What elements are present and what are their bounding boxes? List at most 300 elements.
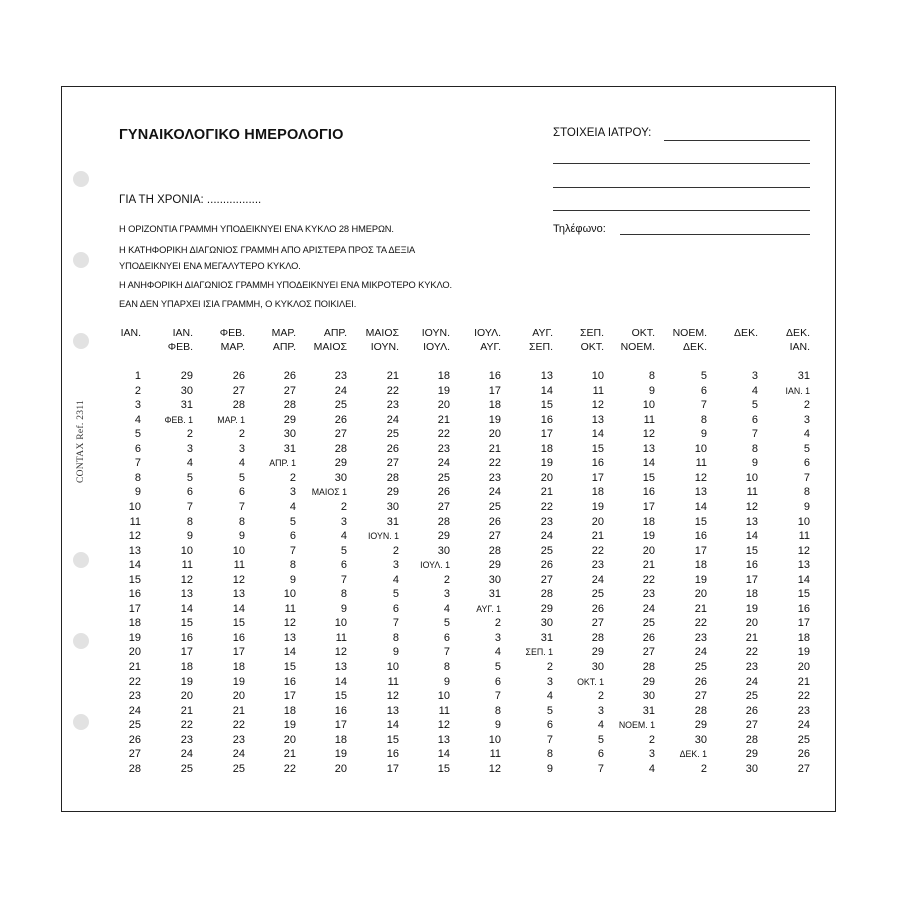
table-cell: 6 [289, 530, 296, 543]
table-cell: 11 [387, 675, 399, 688]
table-cell: 4 [443, 602, 450, 615]
table-cell: 9 [186, 530, 193, 543]
table-cell: 8 [238, 515, 245, 528]
table-cell: 13 [128, 544, 141, 557]
table-cell: 24 [591, 573, 604, 586]
table-cell: 29 [283, 413, 296, 426]
note-line: Η ΚΑΤΗΦΟΡΙΚΗ ΔΙΑΓΩΝΙΟΣ ΓΡΑΜΜΗ ΑΠΟ ΑΡΙΣΤΕΡΑ ΠΡΟΣ ΤΑ ΔΕΞΙΑ [119, 245, 416, 255]
table-cell: 23 [591, 559, 604, 572]
column-header-line2: ΜΑΡ. [220, 341, 245, 353]
table-cell: 3 [134, 399, 141, 412]
doctor-field-line[interactable] [553, 187, 810, 188]
table-cell: 13 [334, 661, 347, 673]
table-cell: 10 [386, 661, 399, 673]
table-cell: 28 [334, 442, 347, 455]
table-cell: 2 [546, 661, 553, 673]
table-cell: 16 [797, 602, 810, 615]
table-cell: 25 [488, 500, 501, 513]
table-cell: 15 [797, 588, 810, 601]
table-cell: ΝΟΕΜ. 1 [618, 720, 655, 731]
table-cell: 24 [386, 413, 399, 426]
table-cell: 30 [386, 500, 399, 513]
doctor-label: ΣΤΟΙΧΕΙΑ ΙΑΤΡΟΥ: [553, 127, 652, 139]
table-cell: 29 [180, 370, 193, 382]
table-cell: ΜΑΙΟΣ 1 [311, 487, 347, 498]
table-cell: 14 [128, 559, 141, 572]
table-cell: 12 [437, 719, 450, 732]
table-cell: 25 [540, 544, 553, 557]
table-cell: 8 [134, 471, 141, 484]
table-cell: 29 [488, 559, 501, 572]
table-cell: 17 [694, 544, 707, 557]
table-cell: 30 [694, 733, 707, 746]
column-header-line1: ΙΑΝ. [120, 327, 141, 339]
table-cell: 3 [289, 486, 296, 499]
table-cell: 25 [128, 719, 141, 732]
column-header [621, 326, 655, 354]
table-cell: 28 [694, 704, 707, 717]
table-cell: 19 [128, 631, 141, 644]
table-cell: 6 [443, 631, 450, 644]
table-cell: 8 [700, 413, 707, 426]
table-cell: 11 [284, 602, 296, 615]
phone-field-line[interactable] [620, 234, 810, 235]
table-cell: 13 [642, 442, 655, 455]
table-cell: 4 [494, 646, 501, 659]
doctor-field-line[interactable] [553, 210, 810, 211]
table-cell: 20 [334, 762, 347, 775]
table-cell: 9 [494, 719, 501, 732]
table-cell: 3 [392, 559, 399, 572]
table-cell: 13 [283, 631, 296, 644]
column-header-line1: ΜΑΡ. [271, 327, 296, 339]
table-cell: 18 [232, 661, 245, 673]
table-cell: 19 [540, 457, 553, 470]
table-cell: 24 [232, 748, 245, 761]
table-cell: 12 [232, 573, 245, 586]
table-cell: 26 [642, 631, 655, 644]
table-cell: 13 [437, 733, 450, 746]
table-cell: 20 [745, 617, 758, 630]
column-header-line2: ΑΥΓ. [480, 341, 501, 353]
table-cell: 20 [797, 661, 810, 673]
table-cell: 30 [642, 690, 655, 703]
table-cell: 2 [392, 544, 399, 557]
table-cell: 7 [494, 690, 501, 703]
table-cell: 5 [494, 661, 501, 673]
table-cell: 22 [180, 719, 193, 732]
table-cell: 17 [745, 573, 758, 586]
table-cell: 4 [597, 719, 604, 732]
table-cell: 10 [745, 471, 758, 484]
table-cell: 17 [386, 762, 399, 775]
table-cell: 17 [540, 428, 553, 441]
table-cell: 20 [283, 733, 296, 746]
table-cell: 29 [540, 602, 553, 615]
table-cell: 27 [797, 762, 810, 775]
column-header [529, 326, 553, 354]
table-cell: 31 [540, 631, 553, 644]
year-field[interactable]: ΓΙΑ ΤΗ ΧΡΟΝΙΑ: ................. [119, 194, 262, 206]
column-header-line1: ΝΟΕΜ. [672, 327, 707, 339]
table-cell: 30 [334, 471, 347, 484]
table-cell: 17 [488, 384, 501, 397]
table-cell: 22 [591, 544, 604, 557]
table-cell: 16 [488, 370, 501, 382]
table-cell: 6 [494, 675, 501, 688]
table-cell: 21 [540, 486, 553, 499]
table-cell: 26 [591, 602, 604, 615]
note-line: Η ΑΝΗΦΟΡΙΚΗ ΔΙΑΓΩΝΙΟΣ ΓΡΑΜΜΗ ΥΠΟΔΕΙΚΝΥΕΙ ΕΝΑ ΜΙΚΡΟΤΕΡΟ ΚΥΚΛΟ. [119, 280, 453, 290]
table-cell: 7 [238, 500, 245, 513]
table-cell: 7 [186, 500, 193, 513]
table-cell: 24 [642, 602, 655, 615]
table-cell: 10 [437, 690, 450, 703]
column-header-line1: ΙΟΥΝ. [421, 327, 450, 339]
doctor-field-line[interactable] [553, 163, 810, 164]
table-cell: 31 [283, 442, 296, 455]
table-cell: ΦΕΒ. 1 [164, 414, 193, 425]
table-cell: 29 [437, 530, 450, 543]
table-cell: 8 [494, 704, 501, 717]
table-cell: 9 [546, 762, 553, 775]
table-cell: 11 [489, 748, 501, 761]
table-cell: 3 [803, 413, 810, 426]
column-header [220, 326, 245, 354]
table-cell: 24 [180, 748, 193, 761]
table-cell: 18 [642, 515, 655, 528]
table-cell: 31 [642, 704, 655, 717]
table-cell: 2 [700, 762, 707, 775]
table-cell: 21 [797, 675, 810, 688]
table-cell: 18 [488, 399, 501, 412]
table-cell: 16 [591, 457, 604, 470]
table-cell: ΣΕΠ. 1 [525, 647, 553, 658]
table-cell: 5 [340, 544, 347, 557]
table-cell: 24 [488, 486, 501, 499]
table-cell: 21 [745, 631, 758, 644]
doctor-field-line[interactable] [664, 140, 810, 141]
table-cell: 30 [745, 762, 758, 775]
table-cell: 14 [334, 675, 347, 688]
table-cell: 5 [700, 370, 707, 382]
table-cell: 28 [591, 631, 604, 644]
note-line: ΕΑΝ ΔΕΝ ΥΠΑΡΧΕΙ ΙΣΙΑ ΓΡΑΜΜΗ, Ο ΚΥΚΛΟΣ ΠΟΙΚΙΛΕΙ. [119, 299, 357, 309]
table-cell: 13 [386, 704, 399, 717]
table-cell: 10 [694, 442, 707, 455]
table-cell: 22 [694, 617, 707, 630]
table-cell: 31 [797, 370, 810, 382]
table-cell: 4 [238, 457, 245, 470]
table-cell: 22 [745, 646, 758, 659]
table-cell: 28 [488, 544, 501, 557]
table-cell: 22 [642, 573, 655, 586]
table-cell: 5 [597, 733, 604, 746]
table-cell: 6 [134, 442, 141, 455]
table-cell: 22 [232, 719, 245, 732]
table-cell: 6 [751, 413, 758, 426]
table-cell: 2 [803, 399, 810, 412]
table-cell: 19 [642, 530, 655, 543]
table-cell: 12 [642, 428, 655, 441]
column-header-line1: ΟΚΤ. [631, 327, 655, 339]
table-cell: 6 [546, 719, 553, 732]
column-header-line1: ΑΠΡ. [323, 327, 347, 339]
table-cell: 25 [334, 399, 347, 412]
table-cell: 27 [694, 690, 707, 703]
table-cell: 23 [797, 704, 810, 717]
table-cell: 8 [186, 515, 193, 528]
table-cell: 13 [694, 486, 707, 499]
table-cell: 12 [745, 500, 758, 513]
table-cell: 5 [289, 515, 296, 528]
table-cell: 23 [694, 631, 707, 644]
table-cell: 25 [437, 471, 450, 484]
table-cell: 3 [186, 442, 193, 455]
table-cell: 18 [797, 631, 810, 644]
table-cell: 18 [591, 486, 604, 499]
table-cell: 17 [642, 500, 655, 513]
table-cell: 19 [694, 573, 707, 586]
column-header [314, 326, 347, 354]
table-cell: 22 [797, 690, 810, 703]
table-cell: 21 [232, 704, 245, 717]
table-cell: 14 [437, 748, 450, 761]
column-header-line1: ΙΑΝ. [172, 327, 193, 339]
table-cell: 15 [334, 690, 347, 703]
table-cell: 27 [232, 384, 245, 397]
table-cell: 14 [694, 500, 707, 513]
table-cell: 2 [494, 617, 501, 630]
table-cell: 26 [334, 413, 347, 426]
table-cell: 30 [591, 661, 604, 673]
table-cell: 2 [134, 384, 141, 397]
table-cell: 5 [392, 588, 399, 601]
table-cell: 8 [648, 370, 655, 382]
table-cell: 19 [437, 384, 450, 397]
table-cell: 17 [232, 646, 245, 659]
table-cell: 3 [238, 442, 245, 455]
table-cell: 7 [597, 762, 604, 775]
table-cell: 16 [642, 486, 655, 499]
table-cell: 23 [128, 690, 141, 703]
table-cell: 19 [283, 719, 296, 732]
table-cell: 23 [488, 471, 501, 484]
table-cell: 11 [181, 559, 193, 572]
binder-hole [73, 252, 89, 268]
table-cell: 18 [283, 704, 296, 717]
table-cell: 29 [591, 646, 604, 659]
table-cell: 23 [232, 733, 245, 746]
table-cell: 3 [443, 588, 450, 601]
table-cell: 13 [591, 413, 604, 426]
table-cell: 17 [283, 690, 296, 703]
table-cell: 2 [340, 500, 347, 513]
table-cell: 3 [494, 631, 501, 644]
table-cell: 19 [180, 675, 193, 688]
table-cell: 11 [643, 413, 655, 426]
table-cell: 9 [648, 384, 655, 397]
table-cell: 17 [334, 719, 347, 732]
table-cell: 29 [642, 675, 655, 688]
table-cell: 15 [540, 399, 553, 412]
column-header [673, 326, 707, 354]
table-cell: 7 [340, 573, 347, 586]
table-cell: 6 [238, 486, 245, 499]
binder-hole [73, 552, 89, 568]
table-cell: 6 [392, 602, 399, 615]
column-header [422, 326, 450, 354]
table-cell: 24 [694, 646, 707, 659]
table-cell: 12 [180, 573, 193, 586]
table-cell: 22 [488, 457, 501, 470]
column-header-line1: ΦΕΒ. [219, 327, 245, 339]
table-cell: 4 [134, 413, 141, 426]
table-cell: 4 [803, 428, 810, 441]
table-cell: 26 [283, 370, 296, 382]
table-cell: 15 [437, 762, 450, 775]
table-cell: 27 [128, 748, 141, 761]
phone-label: Τηλέφωνο: [553, 223, 606, 235]
table-cell: 18 [437, 370, 450, 382]
table-cell: 28 [642, 661, 655, 673]
table-cell: 14 [283, 646, 296, 659]
table-cell: 14 [540, 384, 553, 397]
table-cell: 3 [597, 704, 604, 717]
table-cell: 30 [180, 384, 193, 397]
table-cell: 2 [443, 573, 450, 586]
binder-hole [73, 633, 89, 649]
table-cell: ΙΑΝ. 1 [785, 385, 810, 396]
table-cell: 13 [797, 559, 810, 572]
column-header [786, 326, 810, 354]
table-cell: 16 [745, 559, 758, 572]
table-cell: 24 [540, 530, 553, 543]
binder-hole [73, 714, 89, 730]
table-cell: 7 [546, 733, 553, 746]
table-cell: 30 [540, 617, 553, 630]
column-header [474, 326, 501, 354]
table-cell: 11 [335, 631, 347, 644]
table-cell: 11 [746, 486, 758, 499]
table-cell: 23 [437, 442, 450, 455]
column-header-line2: ΝΟΕΜ. [620, 341, 655, 353]
side-reference: CONTAX Ref. 2311 [76, 399, 86, 483]
table-cell: 8 [443, 661, 450, 673]
table-cell: 4 [546, 690, 553, 703]
table-cell: 27 [540, 573, 553, 586]
table-cell: 11 [592, 384, 604, 397]
table-cell: 17 [128, 602, 141, 615]
table-cell: 18 [694, 559, 707, 572]
table-cell: 13 [540, 370, 553, 382]
table-cell: 22 [128, 675, 141, 688]
column-header-line1: ΣΕΠ. [580, 327, 604, 339]
column-header [580, 326, 604, 354]
table-cell: 12 [694, 471, 707, 484]
table-cell: 17 [591, 471, 604, 484]
table-cell: 25 [232, 762, 245, 775]
table-cell: 21 [488, 442, 501, 455]
table-cell: 6 [700, 384, 707, 397]
column-header-line2 [121, 340, 141, 354]
table-cell: 8 [546, 748, 553, 761]
table-cell: 1 [134, 370, 141, 382]
table-cell: 9 [238, 530, 245, 543]
column-header-line2: ΣΕΠ. [529, 341, 553, 353]
table-cell: ΙΟΥΝ. 1 [367, 531, 399, 542]
table-cell: 26 [488, 515, 501, 528]
table-cell: 19 [232, 675, 245, 688]
table-cell: 31 [386, 515, 399, 528]
table-cell: 27 [437, 500, 450, 513]
table-cell: 5 [443, 617, 450, 630]
table-cell: 5 [803, 442, 810, 455]
column-header [272, 326, 296, 354]
table-cell: 16 [180, 631, 193, 644]
table-cell: 16 [128, 588, 141, 601]
table-cell: 8 [340, 588, 347, 601]
table-cell: 6 [597, 748, 604, 761]
table-cell: 2 [289, 471, 296, 484]
table-cell: 5 [751, 399, 758, 412]
table-cell: 26 [128, 733, 141, 746]
table-cell: 22 [386, 384, 399, 397]
table-cell: 7 [803, 471, 810, 484]
table-cell: 7 [392, 617, 399, 630]
table-cell: 11 [695, 457, 707, 470]
column-header [121, 326, 141, 354]
table-cell: 15 [180, 617, 193, 630]
table-cell: 16 [232, 631, 245, 644]
table-cell: 6 [186, 486, 193, 499]
table-cell: 9 [134, 486, 141, 499]
table-cell: 25 [386, 428, 399, 441]
table-cell: 25 [642, 617, 655, 630]
note-line: Η ΟΡΙΖΟΝΤΙΑ ΓΡΑΜΜΗ ΥΠΟΔΕΙΚΝΥΕΙ ΕΝΑ ΚΥΚΛΟ 28 ΗΜΕΡΩΝ. [119, 224, 394, 234]
table-cell: 18 [180, 661, 193, 673]
table-cell: 27 [334, 428, 347, 441]
table-cell: 3 [751, 370, 758, 382]
column-header-line2: ΑΠΡ. [272, 341, 296, 353]
table-cell: ΜΑΡ. 1 [217, 414, 245, 425]
table-cell: 22 [437, 428, 450, 441]
column-header-line2: ΙΟΥΝ. [370, 341, 399, 353]
table-cell: 20 [488, 428, 501, 441]
table-cell: 23 [334, 370, 347, 382]
table-cell: 16 [386, 748, 399, 761]
table-cell: 19 [745, 602, 758, 615]
table-cell: 27 [488, 530, 501, 543]
table-cell: 25 [180, 762, 193, 775]
table-cell: 18 [540, 442, 553, 455]
column-header-line1: ΑΥΓ. [532, 327, 553, 339]
table-cell: 15 [745, 544, 758, 557]
table-cell: 29 [386, 486, 399, 499]
table-cell: 26 [437, 486, 450, 499]
table-cell: 7 [700, 399, 707, 412]
table-cell: 10 [232, 544, 245, 557]
table-cell: 24 [334, 384, 347, 397]
table-cell: 28 [232, 399, 245, 412]
column-header-line2: ΔΕΚ. [683, 341, 707, 353]
table-cell: 12 [591, 399, 604, 412]
table-cell: 12 [283, 617, 296, 630]
table-cell: 2 [597, 690, 604, 703]
table-cell: 3 [546, 675, 553, 688]
table-cell: 16 [334, 704, 347, 717]
table-cell: 7 [443, 646, 450, 659]
